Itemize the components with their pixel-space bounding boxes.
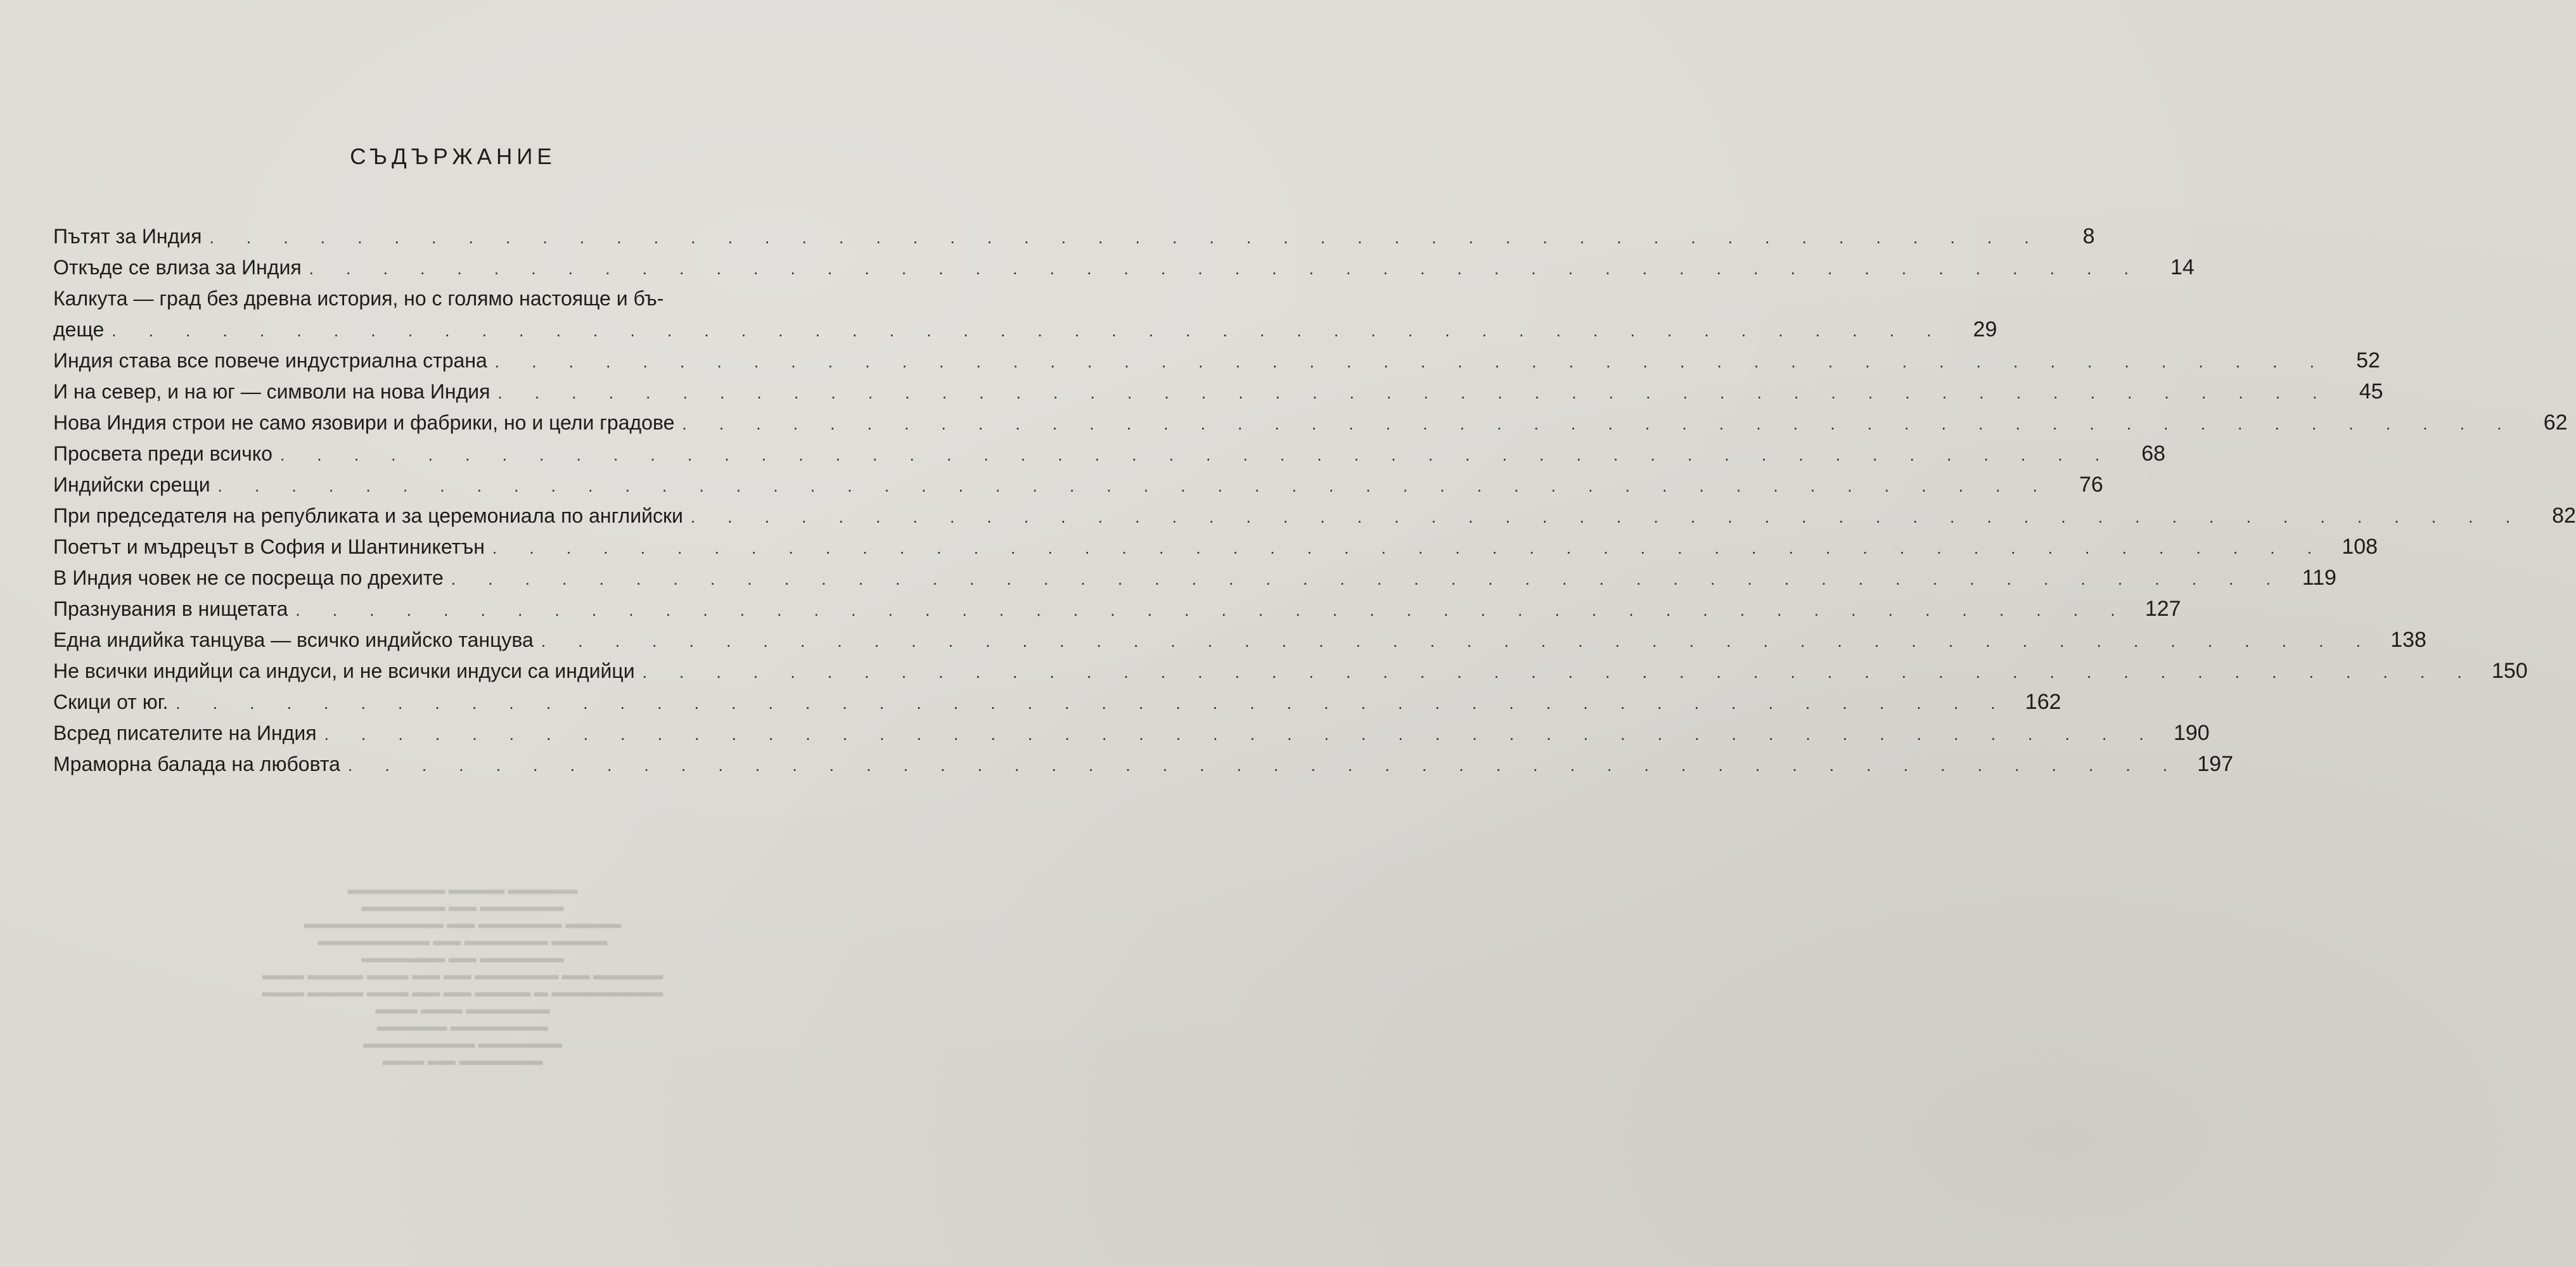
toc-entry-page: 162 <box>2025 690 2061 714</box>
dot-leader: . . . . . . . . . . . . . . . . . . . . . . . . . . . . . . . . . . . . . . . . . . . . . . . . . . <box>492 538 2326 557</box>
toc-entry <box>53 718 2210 749</box>
toc-entry-page: 127 <box>2144 597 2181 621</box>
toc-entry <box>53 625 2426 656</box>
toc-entry <box>53 407 2568 438</box>
dot-leader: . . . . . . . . . . . . . . . . . . . . . . . . . . . . . . . . . . . . . . . . . . . . . . . . . . <box>176 694 2009 713</box>
toc-entry <box>53 594 2181 625</box>
toc-entry <box>53 687 2061 718</box>
toc-entry-title: Просвета преди всичко <box>53 442 272 465</box>
table-of-contents <box>53 221 2576 780</box>
toc-entry-title: Пътят за Индия <box>53 225 202 248</box>
toc-entry <box>53 283 1997 345</box>
toc-entry <box>53 221 2095 252</box>
toc-entry <box>53 376 2383 407</box>
toc-entry-title: Поетът и мъдрецът в София и Шантиникетън <box>53 535 485 558</box>
toc-entry-page: 197 <box>2197 752 2234 776</box>
toc-entry <box>53 500 2576 532</box>
toc-entry-title: Индийски срещи <box>53 473 210 496</box>
toc-entry-title: И на север, и на юг — символи на нова Индия <box>53 380 490 403</box>
toc-entry-page: 52 <box>2356 348 2380 372</box>
dot-leader: . . . . . . . . . . . . . . . . . . . . . . . . . . . . . . . . . . . . . . . . . . . . . . . . . . <box>642 663 2476 682</box>
toc-heading: СЪДЪРЖАНИЕ <box>350 144 556 169</box>
dot-leader: . . . . . . . . . . . . . . . . . . . . . . . . . . . . . . . . . . . . . . . . . . . . . . . . . . <box>324 725 2158 744</box>
toc-entry-page: 190 <box>2173 721 2210 745</box>
toc-entry-title: Мраморна балада на любовта <box>53 753 340 775</box>
toc-entry-title: Откъде се влиза за Индия <box>53 256 302 279</box>
toc-entry-title: Всред писателите на Индия <box>53 722 317 744</box>
dot-leader: . . . . . . . . . . . . . . . . . . . . . . . . . . . . . . . . . . . . . . . . . . . . . . . . . . <box>541 632 2374 651</box>
toc-entry <box>53 656 2528 687</box>
toc-entry-title: деще <box>53 318 105 341</box>
toc-entry <box>53 345 2380 376</box>
toc-entry <box>53 749 2234 780</box>
dot-leader: . . . . . . . . . . . . . . . . . . . . . . . . . . . . . . . . . . . . . . . . . . . . . . . . . . <box>309 259 2143 278</box>
toc-entry-page: 68 <box>2141 442 2166 466</box>
toc-entry-title: Не всички индийци са индуси, и не всички индуси са индийци <box>53 659 635 682</box>
dot-leader: . . . . . . . . . . . . . . . . . . . . . . . . . . . . . . . . . . . . . . . . . . . . . . . . . . <box>217 476 2051 495</box>
dot-leader: . . . . . . . . . . . . . . . . . . . . . . . . . . . . . . . . . . . . . . . . . . . . . . . . . . <box>112 321 1945 340</box>
toc-entry-page: 62 <box>2543 411 2568 435</box>
dot-leader: . . . . . . . . . . . . . . . . . . . . . . . . . . . . . . . . . . . . . . . . . . . . . . . . . . <box>690 507 2524 526</box>
toc-entry-page: 119 <box>2302 566 2336 590</box>
toc-entry-title: Празнувания в нищетата <box>53 597 288 620</box>
toc-entry <box>53 252 2195 283</box>
toc-entry-page: 76 <box>2079 473 2103 497</box>
toc-entry-page: 29 <box>1973 317 1997 341</box>
toc-entry-page: 150 <box>2491 659 2528 683</box>
dot-leader: . . . . . . . . . . . . . . . . . . . . . . . . . . . . . . . . . . . . . . . . . . . . . . . . . . <box>279 445 2114 464</box>
toc-entry-page: 8 <box>2082 224 2095 248</box>
dot-leader: . . . . . . . . . . . . . . . . . . . . . . . . . . . . . . . . . . . . . . . . . . . . . . . . . . <box>682 414 2516 433</box>
toc-entry-title: Скици от юг. <box>53 691 169 713</box>
toc-entry-title: Една индийка танцува — всичко индийско танцува <box>53 628 534 651</box>
dot-leader: . . . . . . . . . . . . . . . . . . . . . . . . . . . . . . . . . . . . . . . . . . . . . . . . . . <box>347 756 2182 775</box>
toc-entry-page: 138 <box>2390 628 2426 652</box>
toc-entry-title: В Индия човек не се посреща по дрехите <box>53 566 444 589</box>
dot-leader: . . . . . . . . . . . . . . . . . . . . . . . . . . . . . . . . . . . . . . . . . . . . . . . . . . <box>295 601 2129 620</box>
dot-leader: . . . . . . . . . . . . . . . . . . . . . . . . . . . . . . . . . . . . . . . . . . . . . . . . . . <box>494 352 2328 371</box>
toc-entry-page: 14 <box>2170 255 2195 279</box>
toc-entry-page: 45 <box>2359 379 2383 404</box>
toc-entry-title: Нова Индия строи не само язовири и фабрики, но и цели градове <box>53 411 675 434</box>
show-through-imprint: ▬▬▬▬▬ ▬▬▬▬ ▬▬▬▬▬▬▬ ▬▬▬▬▬▬ ▬▬ ▬▬▬▬▬▬ ▬▬▬▬ ▬▬▬▬▬▬ ▬▬ ▬▬▬▬▬▬▬▬▬▬ ▬▬▬▬ ▬▬▬▬▬▬ ▬▬ ▬▬▬▬▬▬▬▬ ▬▬▬▬▬▬ ▬▬ ▬▬▬▬▬▬ ▬▬▬▬▬ ▬▬ ▬▬▬▬▬▬ ▬▬ ▬▬ ▬▬▬ ▬▬▬▬ ▬▬▬ ▬▬▬▬▬▬▬▬ ▬ ▬▬▬▬ ▬▬ ▬▬ ▬▬▬ ▬▬▬▬ ▬▬▬ ▬▬▬▬▬▬ ▬▬▬ ▬▬▬ ▬▬▬▬▬▬▬ ▬▬▬▬▬ ▬▬▬▬▬▬ ▬▬▬▬▬▬▬▬ ▬▬▬▬▬▬ ▬▬ ▬▬▬ <box>262 881 663 1068</box>
toc-entry-page: 108 <box>2342 535 2378 559</box>
toc-entry-title: При председателя на републиката и за церемониала по английски <box>53 504 683 527</box>
toc-entry <box>53 563 2336 594</box>
dot-leader: . . . . . . . . . . . . . . . . . . . . . . . . . . . . . . . . . . . . . . . . . . . . . . . . . . <box>451 570 2284 589</box>
dot-leader: . . . . . . . . . . . . . . . . . . . . . . . . . . . . . . . . . . . . . . . . . . . . . . . . . . <box>497 383 2331 402</box>
toc-entry-page: 82 <box>2552 504 2576 528</box>
toc-entry-title: Индия става все повече индустриална страна <box>53 349 487 372</box>
toc-entry-title-line1: Калкута — град без древна история, но с голямо настояще и бъ- <box>53 287 664 310</box>
toc-entry <box>53 532 2378 563</box>
toc-entry <box>53 438 2166 469</box>
toc-entry <box>53 469 2103 500</box>
dot-leader: . . . . . . . . . . . . . . . . . . . . . . . . . . . . . . . . . . . . . . . . . . . . . . . . . . <box>209 228 2043 247</box>
